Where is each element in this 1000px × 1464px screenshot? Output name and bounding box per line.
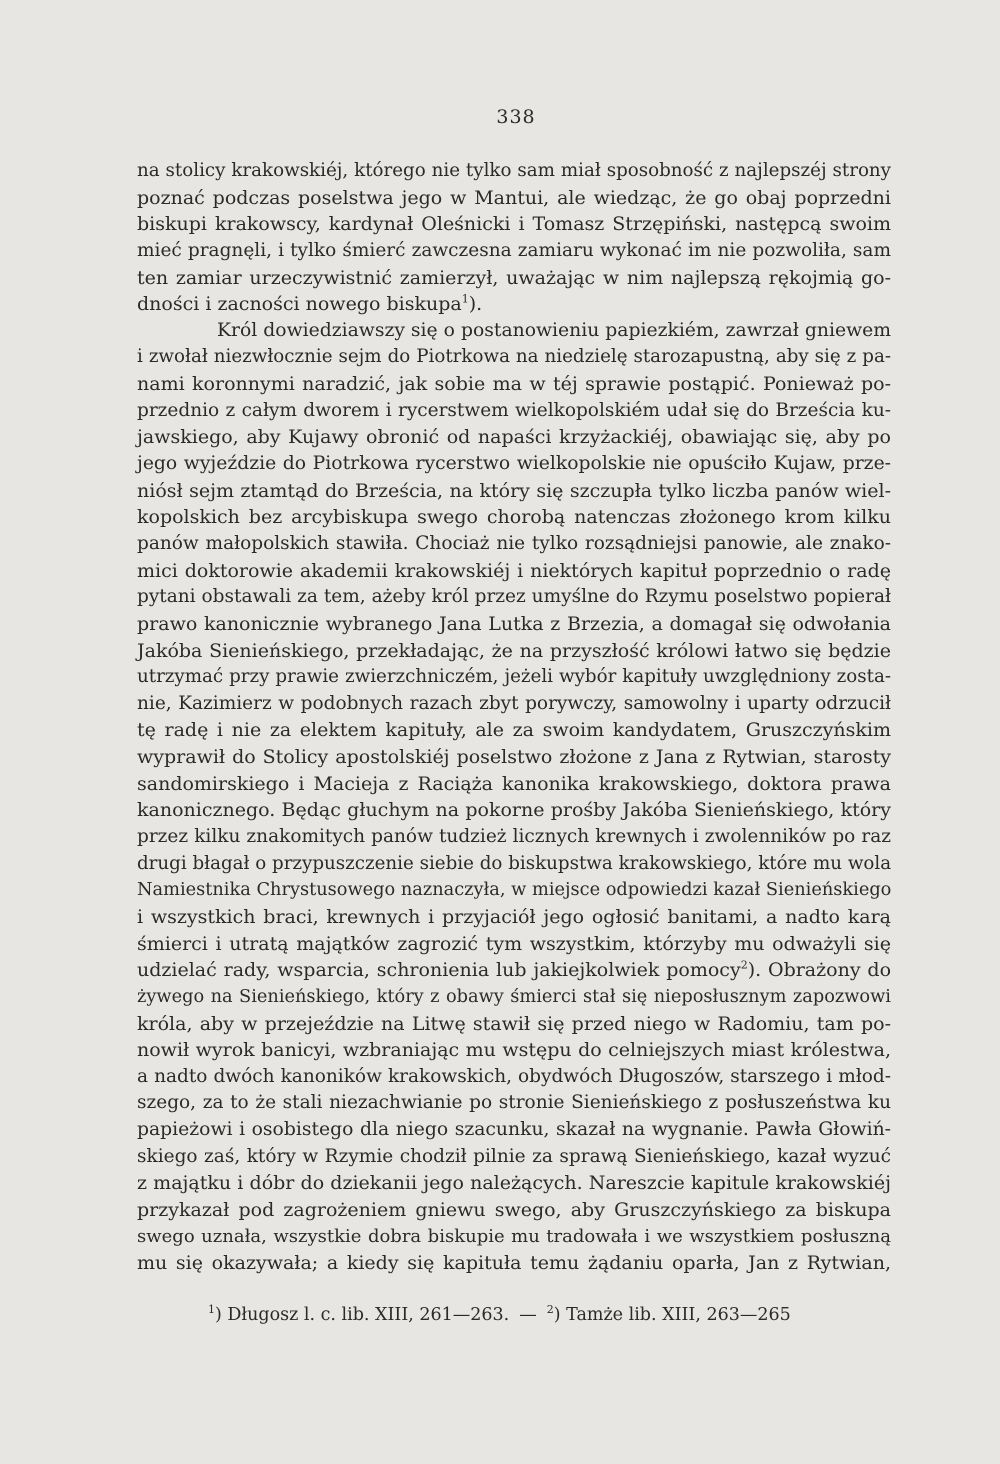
text-line: żywego na Sienieńskiego, który z obawy śmierci stał się nieposłusznym zapozwowi bbox=[137, 986, 891, 1007]
text-line: panów małopolskich stawiła. Chociaż nie tylko rozsądniejsi panowie, ale znako- bbox=[137, 532, 891, 554]
text-line: jego wyjeździe do Piotrkowa rycerstwo wielkopolskie nie opuściło Kujaw, prze- bbox=[137, 453, 891, 475]
text-line: mu się okazywała; a kiedy się kapituła temu żądaniu oparła, Jan z Rytwian, bbox=[137, 1252, 891, 1275]
text-line: przednio z całym dworem i rycerstwem wielkopolskiém udał się do Brześcia ku- bbox=[137, 399, 891, 421]
page-number: 338 bbox=[496, 106, 536, 128]
footnote-2-mark: 2 bbox=[546, 1303, 554, 1317]
text-line: jawskiego, aby Kujawy obronić od napaści krzyżackiéj, obawiając się, aby po bbox=[137, 426, 891, 449]
text-line: drugi błagał o przypuszczenie siebie do biskupstwa krakowskiego, które mu wola bbox=[137, 852, 892, 874]
text-line bbox=[137, 957, 891, 984]
text-line: mici doktorowie akademii krakowskiéj i niektórych kapituł poprzednio o radę bbox=[137, 559, 891, 582]
text-line: swego uznała, wszystkie dobra biskupie mu tradowała i we wszystkiem posłuszną bbox=[137, 1225, 891, 1247]
text-line: a nadto dwóch kanoników krakowskich, obydwóch Długoszów, starszego i młod- bbox=[137, 1065, 891, 1087]
footnote-ref-close: ). bbox=[468, 293, 483, 316]
text-line: sandomirskiego i Macieja z Raciąża kanonika krakowskiego, doktora prawa bbox=[137, 772, 891, 795]
text-line: prawo kanonicznie wybranego Jana Lutka z Brzezia, a domagał się odwołania bbox=[137, 612, 891, 635]
footnotes bbox=[208, 1302, 888, 1328]
line-text: dności i zacności nowego biskupa bbox=[137, 293, 462, 316]
text-line: niósł sejm ztamtąd do Brześcia, na który się szczupła tylko liczba panów wiel- bbox=[137, 479, 891, 502]
text-line: przez kilku znakomitych panów tudzież licznych krewnych i zwolenników po raz bbox=[137, 826, 891, 848]
line-text-tail: ). Obrażony do bbox=[747, 959, 892, 982]
footnote-ref-2: 2 bbox=[740, 958, 748, 972]
text-line bbox=[137, 291, 891, 318]
footnote-1-text: ) Długosz l. c. lib. XIII, 261—263. bbox=[215, 1305, 510, 1325]
text-line: Namiestnika Chrystusowego naznaczyła, w miejsce odpowiedzi kazał Sienieńskiego bbox=[137, 880, 892, 901]
text-line: utrzymać przy prawie zwierzchniczém, jeżeli wybór kapituły uwzględniony zosta- bbox=[137, 666, 891, 688]
text-line: nami koronnymi naradzić, jak sobie ma w téj sprawie postąpić. Ponieważ po- bbox=[137, 373, 891, 396]
text-line: z majątku i dóbr do dziekanii jego należących. Nareszcie kapitule krakowskiéj bbox=[137, 1172, 891, 1195]
text-line: mieć pragnęli, i tylko śmierć zawczesna zamiaru wykonać im nie pozwoliła, sam bbox=[137, 239, 891, 261]
text-line: nie, Kazimierz w podobnych razach zbyt porywczy, samowolny i uparty odrzucił bbox=[137, 692, 891, 714]
text-line: szego, za to że stali niezachwianie po stronie Sienieńskiego z posłuszeństwa ku bbox=[137, 1092, 891, 1114]
text-line: nowił wyrok banicyi, wzbraniając mu wstępu do celniejszych miast królestwa, bbox=[137, 1039, 891, 1062]
text-line: skiego zaś, który w Rzymie chodził pilnie za sprawą Sienieńskiego, kazał wyzuć bbox=[137, 1145, 891, 1167]
text-line: tę radę i nie za elektem kapituły, ale za swoim kandydatem, Gruszczyńskim bbox=[137, 719, 891, 742]
line-text: udzielać rady, wsparcia, schronienia lub jakiejkolwiek pomocy bbox=[137, 959, 741, 982]
text-line: króla, aby w przejeździe na Litwę stawił się przed niego w Radomiu, tam po- bbox=[137, 1012, 891, 1035]
body-text bbox=[137, 158, 891, 1277]
text-line: kopolskich bez arcybiskupa swego chorobą natenczas złożonego krom kilku bbox=[137, 506, 891, 529]
text-line: pytani obstawali za tem, ażeby król przez umyślne do Rzymu poselstwo popierał bbox=[137, 586, 891, 608]
text-line: ten zamiar urzeczywistnić zamierzył, uważając w nim najlepszą rękojmią go- bbox=[137, 266, 891, 289]
text-line: kanonicznego. Będąc głuchym na pokorne prośby Jakóba Sienieńskiego, który bbox=[137, 799, 891, 822]
footnote-ref-1: 1 bbox=[461, 292, 469, 306]
footnote-2-text: ) Tamże lib. XIII, 263—265 bbox=[553, 1305, 791, 1325]
footnote-separator: — bbox=[519, 1305, 537, 1325]
text-line: przykazał pod zagrożeniem gniewu swego, aby Gruszczyńskiego za biskupa bbox=[137, 1198, 891, 1221]
text-line: biskupi krakowscy, kardynał Oleśnicki i Tomasz Strzępiński, następcą swoim bbox=[137, 213, 891, 236]
text-line: Jakóba Sienieńskiego, przekładając, że na przyszłość królowi łatwo się będzie bbox=[137, 639, 891, 662]
text-line: na stolicy krakowskiéj, którego nie tylko sam miał sposobność z najlepszéj strony bbox=[137, 160, 891, 181]
text-line: poznać podczas poselstwa jego w Mantui, ale wiedząc, że go obaj poprzedni bbox=[137, 186, 891, 209]
footnote-1-mark: 1 bbox=[208, 1303, 215, 1317]
text-line: papieżowi i osobistego dla niego szacunku, skazał na wygnanie. Pawła Głowiń- bbox=[137, 1119, 891, 1141]
text-line: śmierci i utratą majątków zagrozić tym wszystkim, którzyby mu odważyli się bbox=[137, 932, 891, 955]
paragraph-start-line: Król dowiedziawszy się o postanowieniu papiezkiém, zawrzał gniewem bbox=[217, 319, 891, 341]
text-line: i zwołał niezwłocznie sejm do Piotrkowa na niedzielę starozapustną, aby się z pa- bbox=[137, 346, 891, 368]
text-line: wyprawił do Stolicy apostolskiéj poselstwo złożone z Jana z Rytwian, starosty bbox=[137, 746, 891, 769]
text-line: i wszystkich braci, krewnych i przyjaciół jego ogłosić banitami, a nadto karą bbox=[137, 905, 891, 928]
